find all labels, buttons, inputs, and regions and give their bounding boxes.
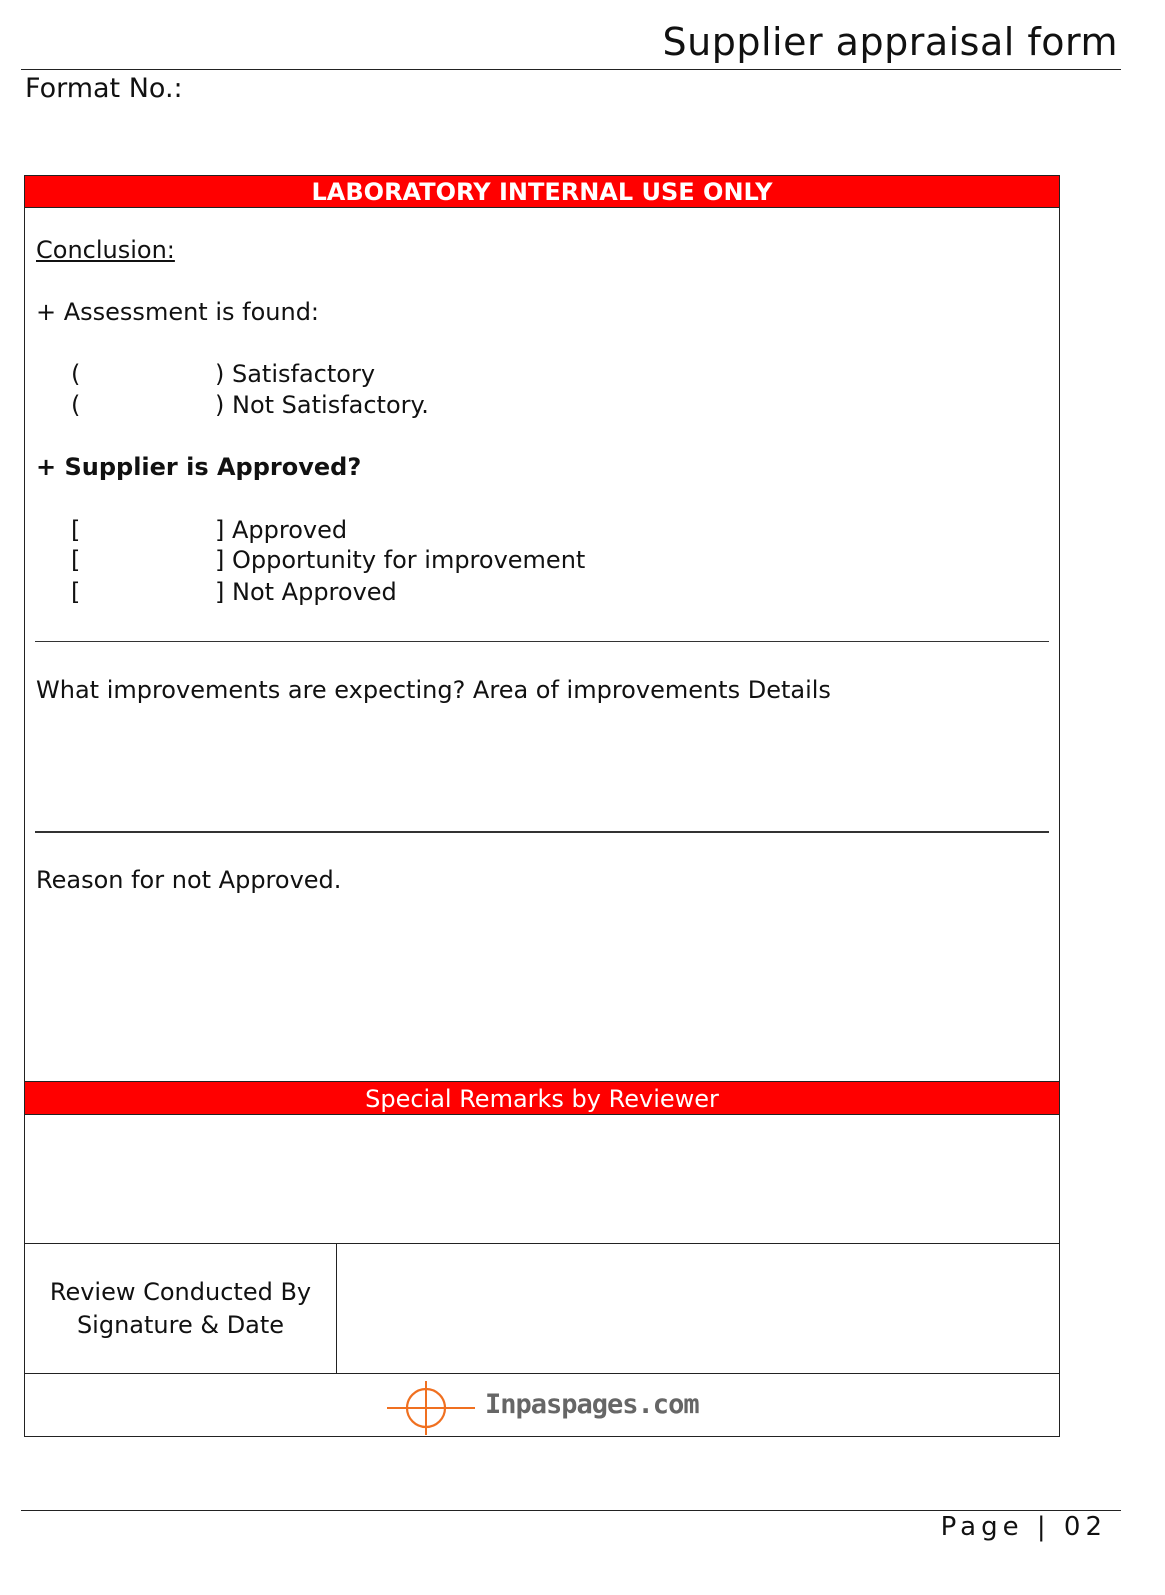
- crosshair-icon: [385, 1379, 481, 1437]
- logo-text: Inpaspages.com: [485, 1389, 699, 1420]
- document-title: Supplier appraisal form: [662, 20, 1118, 64]
- signature-label: [25, 1244, 337, 1373]
- option-open-bracket: (: [71, 391, 81, 419]
- improvements-field[interactable]: [35, 711, 1049, 829]
- signature-field[interactable]: [337, 1244, 1059, 1373]
- special-remarks-banner: Special Remarks by Reviewer: [25, 1081, 1059, 1115]
- title-divider: [21, 69, 1121, 70]
- signature-row-divider: [25, 1373, 1059, 1374]
- signature-label-line2: Signature & Date: [76, 1310, 285, 1339]
- appraisal-form: [24, 175, 1060, 1437]
- special-remarks-field[interactable]: [25, 1115, 1059, 1244]
- option-label: ) Satisfactory: [215, 360, 376, 388]
- internal-use-banner: LABORATORY INTERNAL USE ONLY: [25, 176, 1059, 208]
- reason-label: Reason for not Approved.: [36, 866, 342, 894]
- option-label: ] Not Approved: [215, 578, 397, 606]
- supplier-approved-label: + Supplier is Approved?: [36, 453, 362, 481]
- assessment-label: + Assessment is found:: [36, 298, 320, 326]
- conclusion-label: Conclusion:: [36, 236, 175, 264]
- site-logo: [385, 1379, 705, 1437]
- section-divider: [35, 831, 1049, 833]
- option-label: ) Not Satisfactory.: [215, 391, 429, 419]
- section-divider: [35, 641, 1049, 642]
- option-label: ] Approved: [215, 516, 348, 544]
- signature-label-line1: Review Conducted By: [49, 1277, 312, 1306]
- option-label: ] Opportunity for improvement: [215, 546, 586, 574]
- option-open-bracket: (: [71, 360, 81, 388]
- option-open-bracket: [: [71, 578, 81, 606]
- option-open-bracket: [: [71, 516, 81, 544]
- page-number: Page | 02: [940, 1512, 1107, 1542]
- option-open-bracket: [: [71, 546, 81, 574]
- footer-divider: [21, 1510, 1121, 1511]
- reason-field[interactable]: [35, 901, 1049, 1076]
- improvements-label: What improvements are expecting? Area of improvements Details: [36, 676, 831, 704]
- format-no-label: Format No.:: [25, 73, 183, 104]
